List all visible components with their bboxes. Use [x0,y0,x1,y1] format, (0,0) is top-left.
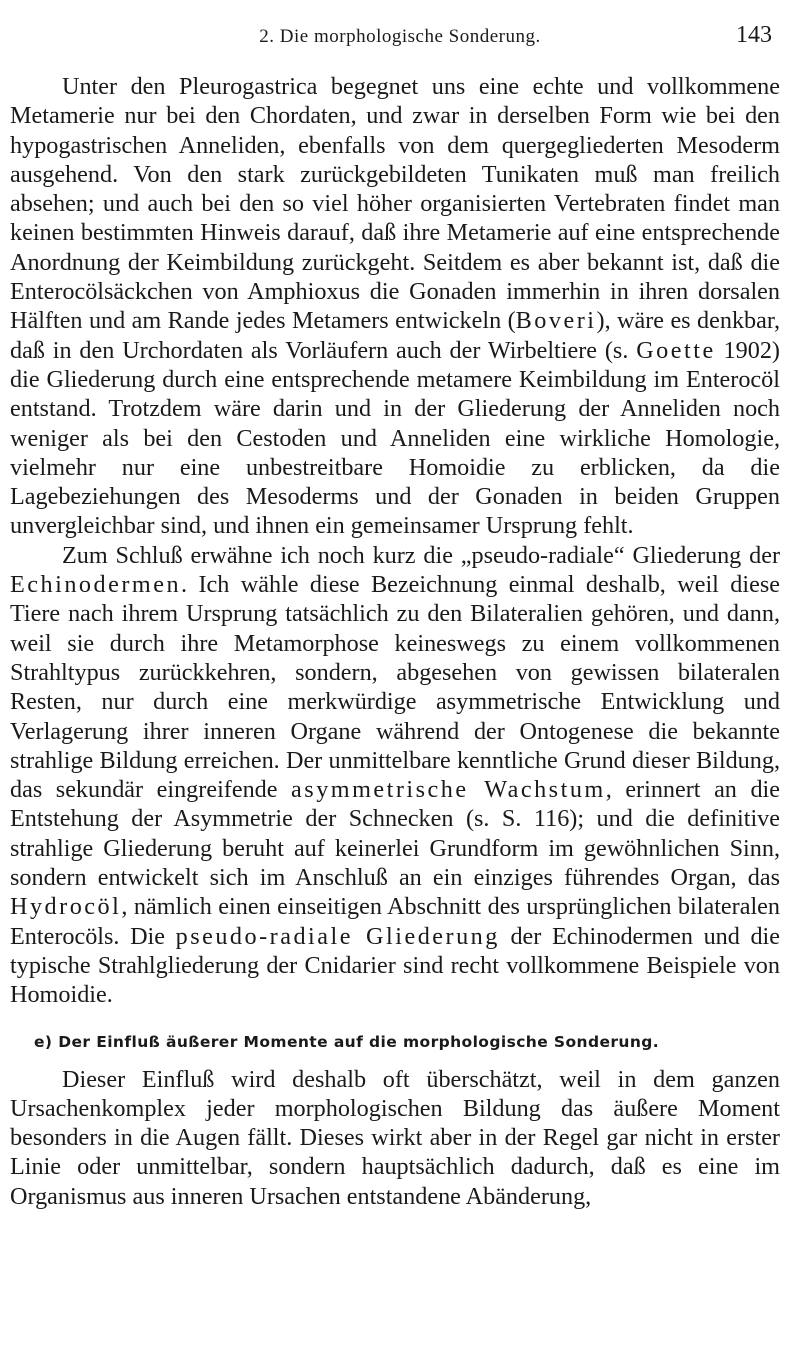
emphasized-term: asymmetrische Wachstum [291,776,606,804]
author-name: Goette [636,336,716,364]
author-name: Boveri [515,307,597,335]
emphasized-term: Hydrocöl [10,893,122,921]
paragraph-text: Unter den Pleurogastrica begegnet uns eine echte und vollkommene Metamerie nur bei den Chordaten, und zwar in derselben Form wie bei den hypogastrischen Anneliden, ebenfalls von dem quergegliederten Mesoderm ausgehend. Von den stark zurückgebildeten Tunikaten muß man freilich absehen; und auch bei den so viel höher organisierten Vertebraten findet man keinen bestimmten Hinweis darauf, daß ihre Metamerie auf eine entsprechende Anordnung der Keimbildung zurückgeht. Seitdem es aber bekannt ist, daß die Enterocölsäckchen von Amphioxus die Gonaden immerhin in ihren dorsalen Hälften und am Rande jedes Metamers entwickeln ( [10,73,780,335]
paragraph-text: . Ich wähle diese Bezeichnung einmal deshalb, weil diese Tiere nach ihrem Ursprung tatsächlich zu den Bilateralien gehören, und dann, weil sie durch ihre Metamorphose keineswegs zu einem vollkommenen Strahltypus zurückkehren, sondern, abgesehen von gewissen bilateralen Resten, nur durch eine merkwürdige asymmetrische Entwicklung und Verlagerung ihrer inneren Organe während der Ontogenese die bekannte strahlige Bildung erreichen. Der unmittelbare kenntliche Grund dieser Bildung, das sekundär eingreifende [10,571,780,804]
paragraph-text: , erinnert an die Entstehung der Asymmetrie der Schnecken (s. S. 116); und die definitive strahlige Gliederung beruht auf keinerlei Grundform im gewöhnlichen Sinn, sondern entwickelt sich im Anschluß an ein einziges führendes Organ, das [10,776,780,892]
running-title: 2. Die morphologische Sonderung. [259,26,541,47]
paragraph-text: 1902) die Gliederung durch eine entsprechende metamere Keimbildung im Enterocöl entstand. Trotzdem wäre darin und in der Gliederung der Anneliden noch weniger als bei den Cestoden und Anneliden eine wirkliche Homologie, vielmehr nur eine unbestreitbare Homoidie zu erblicken, da die Lagebeziehungen des Mesoderms und der Gonaden in beiden Gruppen unvergleichbar sind, und ihnen ein gemeinsamer Ursprung fehlt. [10,336,780,540]
emphasized-term: pseudo-radiale Gliederung [175,922,500,950]
paragraph-text: Zum Schluß erwähne ich noch kurz die „pseudo-radiale“ Gliederung der [62,541,780,569]
section-heading: e) Der Einfluß äußerer Momente auf die morphologische Sonderung. [34,1032,660,1051]
emphasized-term: Echinodermen [10,571,182,599]
paragraph-text: ), wäre es denkbar, daß in den Urchordaten als Vorläufern auch der Wirbeltiere (s. [10,307,780,364]
paragraph-chordata-metamerie [10,72,780,541]
page-body [10,72,780,1211]
page-number: 143 [736,22,772,48]
paragraph-text: , nämlich einen einseitigen Abschnitt des ursprünglichen bilateralen Enterocöls. Die [10,893,780,950]
page-header [0,18,800,58]
paragraph-aeussere-momente: Dieser Einfluß wird deshalb oft überschätzt, weil in dem ganzen Ursachenkomplex jeder morphologischen Bildung das äußere Moment besonders in die Augen fällt. Dieses wirkt aber in der Regel gar nicht in erster Linie oder unmittelbar, sondern hauptsächlich dadurch, daß es eine im Organismus aus inneren Ursachen entstandene Abänderung, [10,1065,780,1210]
paragraph-text: der Echinodermen und die typische Strahlgliederung der Cnidarier sind recht vollkommene Beispiele von Homoidie. [10,922,780,1009]
paragraph-echinodermen [10,541,780,1010]
